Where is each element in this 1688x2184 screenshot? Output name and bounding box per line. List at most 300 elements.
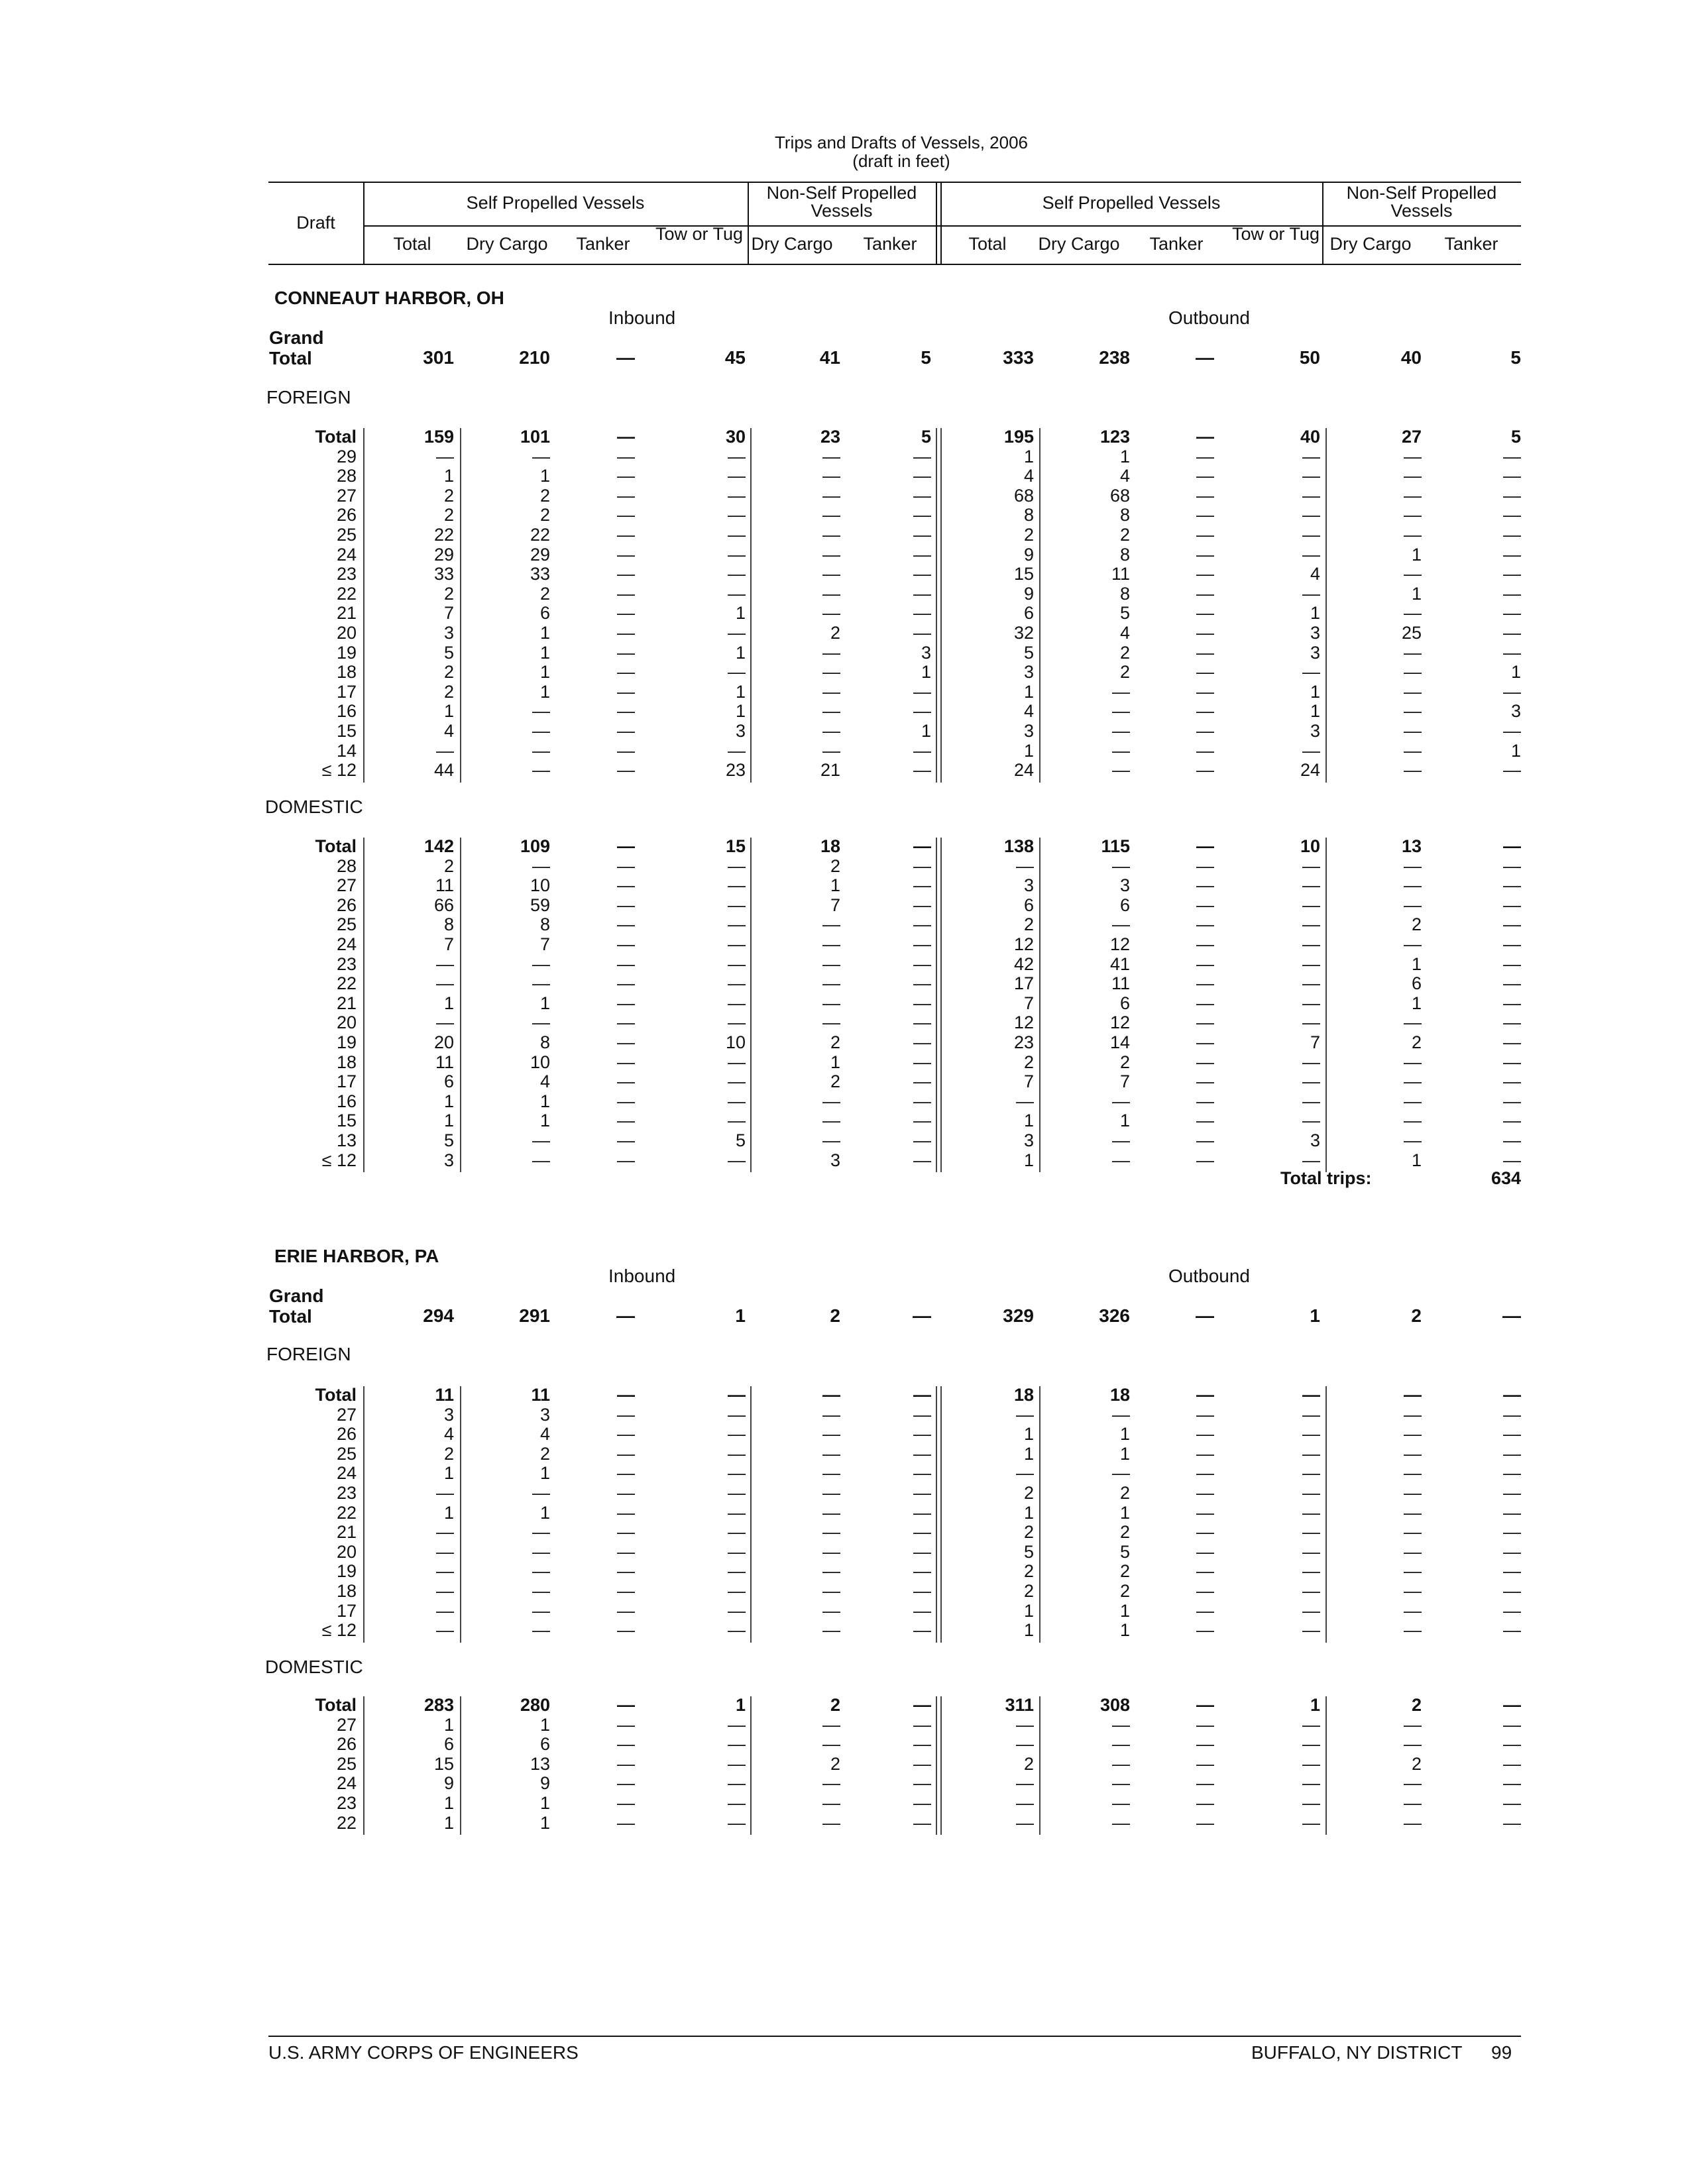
table-cell: 1 <box>1119 1111 1130 1131</box>
draft-row-label: 23 <box>336 1793 357 1813</box>
table-cell: — <box>913 1032 931 1052</box>
table-cell: — <box>617 446 635 466</box>
draft-row-label: 19 <box>336 1561 357 1582</box>
table-cell: — <box>728 1052 746 1072</box>
table-cell: 5 <box>443 642 454 663</box>
draft-row-label: ≤ 12 <box>321 1620 357 1641</box>
table-cell: — <box>436 740 454 761</box>
grand-total-cell: 2 <box>1411 1305 1422 1326</box>
table-cell: — <box>1302 855 1320 876</box>
table-cell: — <box>1503 1773 1521 1794</box>
table-cell: 18 <box>820 836 840 856</box>
table-cell: 30 <box>725 427 746 447</box>
table-cell: — <box>1503 1502 1521 1523</box>
table-cell: — <box>822 1812 840 1833</box>
table-cell: — <box>532 855 550 876</box>
table-cell: — <box>1503 1443 1521 1464</box>
table-cell: — <box>617 427 635 447</box>
table-cell: — <box>617 914 635 935</box>
table-cell: — <box>728 895 746 915</box>
table-cell: — <box>822 662 840 682</box>
table-cell: — <box>1196 1581 1214 1601</box>
table-cell: — <box>1503 603 1521 624</box>
table-cell: 4 <box>539 1071 550 1092</box>
table-cell: — <box>532 446 550 466</box>
table-cell: 8 <box>1119 583 1130 604</box>
table-cell: — <box>1112 1404 1130 1425</box>
table-cell: — <box>822 1541 840 1562</box>
table-cell: — <box>728 544 746 565</box>
table-cell: — <box>617 1150 635 1170</box>
table-cell: 2 <box>1119 1561 1130 1582</box>
table-cell: 2 <box>1119 662 1130 682</box>
draft-row-label: 22 <box>336 973 357 994</box>
table-cell: 1 <box>1310 681 1320 702</box>
grand-total-cell: 1 <box>1310 1305 1320 1326</box>
table-cell: — <box>1302 1734 1320 1755</box>
grand-total-cell: — <box>1196 347 1214 368</box>
column-header: Dry Cargo <box>1329 234 1412 254</box>
table-cell: — <box>532 1600 550 1621</box>
grand-total-cell: 326 <box>1099 1305 1130 1326</box>
table-cell: — <box>617 1541 635 1562</box>
table-cell: 1 <box>539 1714 550 1735</box>
table-cell: — <box>1196 662 1214 682</box>
table-cell: — <box>1503 1012 1521 1033</box>
table-cell: 2 <box>443 1443 454 1464</box>
table-cell: — <box>822 1522 840 1543</box>
double-divider <box>936 1386 937 1643</box>
table-cell: 2 <box>443 681 454 702</box>
column-header: Tanker <box>863 234 917 254</box>
table-cell: 2 <box>830 623 840 643</box>
table-cell: 2 <box>539 1443 550 1464</box>
grand-total-word: Total <box>269 348 312 368</box>
table-cell: — <box>728 1753 746 1774</box>
page-title: Trips and Drafts of Vessels, 2006 <box>774 133 1028 152</box>
table-cell: — <box>913 603 931 624</box>
table-cell: — <box>1112 1753 1130 1774</box>
table-cell: — <box>617 1052 635 1072</box>
table-cell: 9 <box>539 1773 550 1794</box>
table-cell: — <box>728 1424 746 1445</box>
table-cell: — <box>1302 1714 1320 1735</box>
table-cell: — <box>1404 1111 1422 1131</box>
table-cell: — <box>617 1404 635 1425</box>
table-cell: — <box>1404 1581 1422 1601</box>
table-cell: — <box>532 701 550 722</box>
table-cell: — <box>1196 427 1214 447</box>
table-cell: — <box>1404 760 1422 781</box>
conneaut-inbound-label: Inbound <box>608 307 676 328</box>
table-cell: — <box>1503 1385 1521 1405</box>
table-cell: — <box>1503 681 1521 702</box>
table-cell: — <box>436 973 454 994</box>
table-cell: — <box>617 1561 635 1582</box>
table-cell: — <box>1302 544 1320 565</box>
table-cell: — <box>1404 1714 1422 1735</box>
table-cell: — <box>1404 740 1422 761</box>
draft-row-label: 17 <box>336 1600 357 1621</box>
table-cell: — <box>617 1071 635 1092</box>
table-cell: — <box>1404 1522 1422 1543</box>
table-cell: 3 <box>1310 623 1320 643</box>
table-cell: — <box>728 623 746 643</box>
table-cell: — <box>1302 1404 1320 1425</box>
table-cell: — <box>1196 1695 1214 1715</box>
table-cell: — <box>913 1522 931 1543</box>
table-cell: — <box>1196 836 1214 856</box>
table-cell: 9 <box>1023 544 1034 565</box>
draft-row-label: Total <box>315 1385 357 1405</box>
table-cell: — <box>1503 1111 1521 1131</box>
table-cell: 2 <box>443 583 454 604</box>
table-cell: — <box>617 525 635 545</box>
grand-total-word: Total <box>269 1306 312 1327</box>
table-cell: 1 <box>443 1793 454 1813</box>
table-cell: 41 <box>1109 954 1130 974</box>
table-cell: — <box>1503 1753 1521 1774</box>
table-cell: — <box>1503 1424 1521 1445</box>
table-cell: — <box>532 1541 550 1562</box>
column-header: Tow or Tug <box>1231 224 1320 244</box>
table-cell: — <box>1404 855 1422 876</box>
table-cell: — <box>1503 1130 1521 1150</box>
table-cell: 115 <box>1101 836 1130 856</box>
table-cell: — <box>1196 642 1214 663</box>
table-cell: — <box>1404 1443 1422 1464</box>
table-cell: — <box>1196 525 1214 545</box>
table-cell: — <box>1503 642 1521 663</box>
table-cell: — <box>1196 1130 1214 1150</box>
table-cell: 4 <box>443 721 454 741</box>
col-divider <box>460 428 461 783</box>
table-cell: 33 <box>433 564 454 584</box>
table-cell: 8 <box>539 914 550 935</box>
table-cell: — <box>1112 701 1130 722</box>
table-cell: — <box>1302 1071 1320 1092</box>
table-cell: 2 <box>830 1071 840 1092</box>
table-cell: — <box>1503 934 1521 954</box>
table-cell: — <box>1302 1812 1320 1833</box>
table-cell: 15 <box>725 836 746 856</box>
table-cell: — <box>822 993 840 1013</box>
footer-left: U.S. ARMY CORPS OF ENGINEERS <box>268 2042 579 2063</box>
table-cell: — <box>1016 1773 1034 1794</box>
table-cell: — <box>436 1600 454 1621</box>
table-cell: — <box>1112 1734 1130 1755</box>
table-cell: — <box>822 564 840 584</box>
table-cell: — <box>1016 1091 1034 1111</box>
table-cell: 2 <box>1023 914 1034 935</box>
table-cell: — <box>913 1714 931 1735</box>
table-cell: — <box>1196 1012 1214 1033</box>
table-cell: 10 <box>530 875 550 896</box>
double-divider <box>936 428 937 783</box>
footer-right: BUFFALO, NY DISTRICT <box>1251 2042 1463 2063</box>
table-cell: — <box>1196 1483 1214 1503</box>
table-cell: — <box>436 1522 454 1543</box>
table-cell: — <box>1112 1130 1130 1150</box>
table-cell: — <box>913 836 931 856</box>
table-cell: — <box>1112 1463 1130 1484</box>
table-cell: 2 <box>1411 1032 1422 1052</box>
table-cell: 101 <box>520 427 550 447</box>
table-cell: — <box>728 1443 746 1464</box>
table-cell: 123 <box>1099 427 1130 447</box>
table-cell: — <box>913 525 931 545</box>
table-cell: — <box>1196 681 1214 702</box>
table-cell: — <box>1503 1463 1521 1484</box>
table-cell: — <box>1302 875 1320 896</box>
table-cell: 1 <box>1023 681 1034 702</box>
grand-word: Grand <box>269 1285 324 1306</box>
table-cell: — <box>728 1620 746 1641</box>
table-cell: 29 <box>433 544 454 565</box>
table-cell: — <box>1503 446 1521 466</box>
table-cell: — <box>728 564 746 584</box>
table-cell: — <box>822 1734 840 1755</box>
table-cell: 4 <box>1119 466 1130 486</box>
table-cell: — <box>1112 914 1130 935</box>
table-cell: 2 <box>1023 1483 1034 1503</box>
table-cell: 68 <box>1109 485 1130 506</box>
table-cell: — <box>728 855 746 876</box>
table-cell: 1 <box>539 623 550 643</box>
table-cell: 66 <box>433 895 454 915</box>
table-cell: 2 <box>830 1032 840 1052</box>
table-cell: — <box>1196 603 1214 624</box>
table-cell: — <box>1196 760 1214 781</box>
table-cell: — <box>1404 1463 1422 1484</box>
draft-row-label: 18 <box>336 1052 357 1072</box>
draft-row-label: ≤ 12 <box>321 1150 357 1170</box>
table-cell: — <box>1503 1714 1521 1735</box>
col-divider <box>1325 838 1327 1172</box>
table-cell: — <box>1503 1522 1521 1543</box>
table-cell: — <box>1302 993 1320 1013</box>
table-cell: — <box>1503 1812 1521 1833</box>
table-cell: 10 <box>1300 836 1320 856</box>
table-cell: 27 <box>1401 427 1422 447</box>
table-cell: 13 <box>530 1753 550 1774</box>
table-cell: — <box>913 875 931 896</box>
draft-row-label: 27 <box>336 1714 357 1735</box>
table-cell: — <box>728 1385 746 1405</box>
table-cell: — <box>913 1424 931 1445</box>
table-cell: — <box>1503 1150 1521 1170</box>
erie-inbound-label: Inbound <box>608 1266 676 1286</box>
table-cell: 2 <box>1119 1522 1130 1543</box>
table-cell: 40 <box>1300 427 1320 447</box>
draft-row-label: 25 <box>336 1753 357 1774</box>
table-cell: — <box>1196 1734 1214 1755</box>
table-cell: — <box>617 875 635 896</box>
draft-divider <box>363 428 365 783</box>
table-cell: 5 <box>1023 1541 1034 1562</box>
table-cell: 138 <box>1003 836 1034 856</box>
table-cell: 7 <box>1119 1071 1130 1092</box>
table-cell: — <box>728 1012 746 1033</box>
table-cell: — <box>1302 662 1320 682</box>
draft-row-label: 20 <box>336 1012 357 1033</box>
table-cell: — <box>1404 681 1422 702</box>
table-cell: 1 <box>1310 603 1320 624</box>
header-mid-rule <box>363 225 1521 227</box>
table-cell: — <box>1404 875 1422 896</box>
draft-divider <box>363 1386 365 1643</box>
table-cell: — <box>1196 1443 1214 1464</box>
table-cell: — <box>1503 836 1521 856</box>
table-cell: — <box>1196 446 1214 466</box>
table-cell: 1 <box>1119 446 1130 466</box>
table-cell: 6 <box>1411 973 1422 994</box>
table-cell: — <box>822 1561 840 1582</box>
table-cell: 1 <box>1310 701 1320 722</box>
table-cell: — <box>617 1502 635 1523</box>
table-cell: 1 <box>539 1502 550 1523</box>
table-cell: — <box>728 1150 746 1170</box>
table-cell: 2 <box>443 505 454 525</box>
draft-row-label: 24 <box>336 1463 357 1484</box>
table-cell: — <box>822 954 840 974</box>
table-cell: — <box>1503 1793 1521 1813</box>
table-cell: — <box>1112 721 1130 741</box>
table-cell: — <box>1503 1541 1521 1562</box>
grand-total-cell: 1 <box>735 1305 746 1326</box>
table-cell: — <box>728 954 746 974</box>
table-cell: — <box>1196 1793 1214 1813</box>
table-cell: — <box>1302 1483 1320 1503</box>
table-cell: — <box>1302 525 1320 545</box>
table-cell: — <box>1196 1600 1214 1621</box>
table-cell: — <box>1503 875 1521 896</box>
table-cell: 1 <box>735 603 746 624</box>
grand-total-cell: 50 <box>1299 347 1320 368</box>
table-cell: — <box>1302 914 1320 935</box>
draft-row-label: 26 <box>336 1424 357 1445</box>
col-divider <box>750 1696 752 1835</box>
table-cell: 2 <box>1119 525 1130 545</box>
col-divider <box>750 1386 752 1643</box>
table-cell: — <box>1016 1734 1034 1755</box>
table-cell: 1 <box>1023 1111 1034 1131</box>
table-cell: — <box>1503 1404 1521 1425</box>
table-cell: 6 <box>539 1734 550 1755</box>
draft-row-label: 25 <box>336 914 357 935</box>
table-cell: 6 <box>1119 993 1130 1013</box>
table-cell: — <box>1302 583 1320 604</box>
table-cell: 11 <box>531 1385 550 1405</box>
double-divider <box>940 428 942 783</box>
table-cell: 1 <box>443 993 454 1013</box>
table-cell: — <box>1404 662 1422 682</box>
table-cell: 2 <box>830 1695 840 1715</box>
table-cell: — <box>1404 1561 1422 1582</box>
table-cell: — <box>617 1130 635 1150</box>
table-cell: — <box>1404 701 1422 722</box>
table-cell: 3 <box>735 721 746 741</box>
table-cell: — <box>1196 895 1214 915</box>
draft-row-label: 19 <box>336 1032 357 1052</box>
table-cell: — <box>913 1541 931 1562</box>
grand-total-cell: — <box>1502 1305 1521 1326</box>
table-cell: 1 <box>1510 662 1521 682</box>
table-cell: — <box>728 662 746 682</box>
draft-row-label: 21 <box>336 993 357 1013</box>
table-cell: 1 <box>735 1695 746 1715</box>
table-cell: — <box>728 1581 746 1601</box>
table-cell: — <box>1196 740 1214 761</box>
table-cell: — <box>617 760 635 781</box>
draft-divider <box>363 1696 365 1835</box>
table-cell: — <box>822 1404 840 1425</box>
footer-page-number: 99 <box>1491 2042 1512 2063</box>
table-cell: 23 <box>725 760 746 781</box>
table-cell: — <box>913 1561 931 1582</box>
table-cell: 1 <box>921 721 931 741</box>
table-cell: 6 <box>539 603 550 624</box>
table-cell: 4 <box>443 1424 454 1445</box>
table-cell: — <box>1503 1581 1521 1601</box>
table-cell: — <box>913 701 931 722</box>
table-cell: 5 <box>735 1130 746 1150</box>
grand-total-cell: — <box>1196 1305 1214 1326</box>
table-cell: — <box>1404 1502 1422 1523</box>
table-cell: 5 <box>443 1130 454 1150</box>
double-divider <box>940 1386 942 1643</box>
column-header: Dry Cargo <box>466 234 548 254</box>
table-cell: 12 <box>1109 1012 1130 1033</box>
table-cell: — <box>532 1620 550 1641</box>
table-cell: — <box>1404 1483 1422 1503</box>
table-cell: — <box>617 1483 635 1503</box>
table-cell: — <box>913 1734 931 1755</box>
table-cell: — <box>1503 1032 1521 1052</box>
table-cell: — <box>1016 1463 1034 1484</box>
table-cell: — <box>1196 993 1214 1013</box>
table-cell: 2 <box>830 855 840 876</box>
table-cell: 1 <box>443 1091 454 1111</box>
draft-row-label: 25 <box>336 1443 357 1464</box>
draft-row-label: 15 <box>336 721 357 741</box>
table-cell: 7 <box>539 934 550 954</box>
table-cell: — <box>1302 1443 1320 1464</box>
table-cell: — <box>1302 934 1320 954</box>
table-cell: — <box>617 1600 635 1621</box>
table-cell: — <box>617 1812 635 1833</box>
table-cell: — <box>1404 1620 1422 1641</box>
draft-row-label: 17 <box>336 1071 357 1092</box>
table-cell: — <box>1302 1581 1320 1601</box>
table-cell: 1 <box>1023 1150 1034 1170</box>
table-cell: — <box>728 934 746 954</box>
table-cell: — <box>532 1561 550 1582</box>
table-cell: — <box>1196 485 1214 506</box>
grand-total-cell: 5 <box>921 347 931 368</box>
table-cell: — <box>1503 623 1521 643</box>
table-cell: — <box>1404 1773 1422 1794</box>
table-cell: — <box>822 642 840 663</box>
table-cell: 1 <box>443 1502 454 1523</box>
table-cell: — <box>822 681 840 702</box>
table-cell: — <box>913 1071 931 1092</box>
table-cell: — <box>1404 1734 1422 1755</box>
table-cell: — <box>913 973 931 994</box>
table-cell: — <box>1503 721 1521 741</box>
table-cell: 1 <box>443 1812 454 1833</box>
table-cell: — <box>1404 934 1422 954</box>
